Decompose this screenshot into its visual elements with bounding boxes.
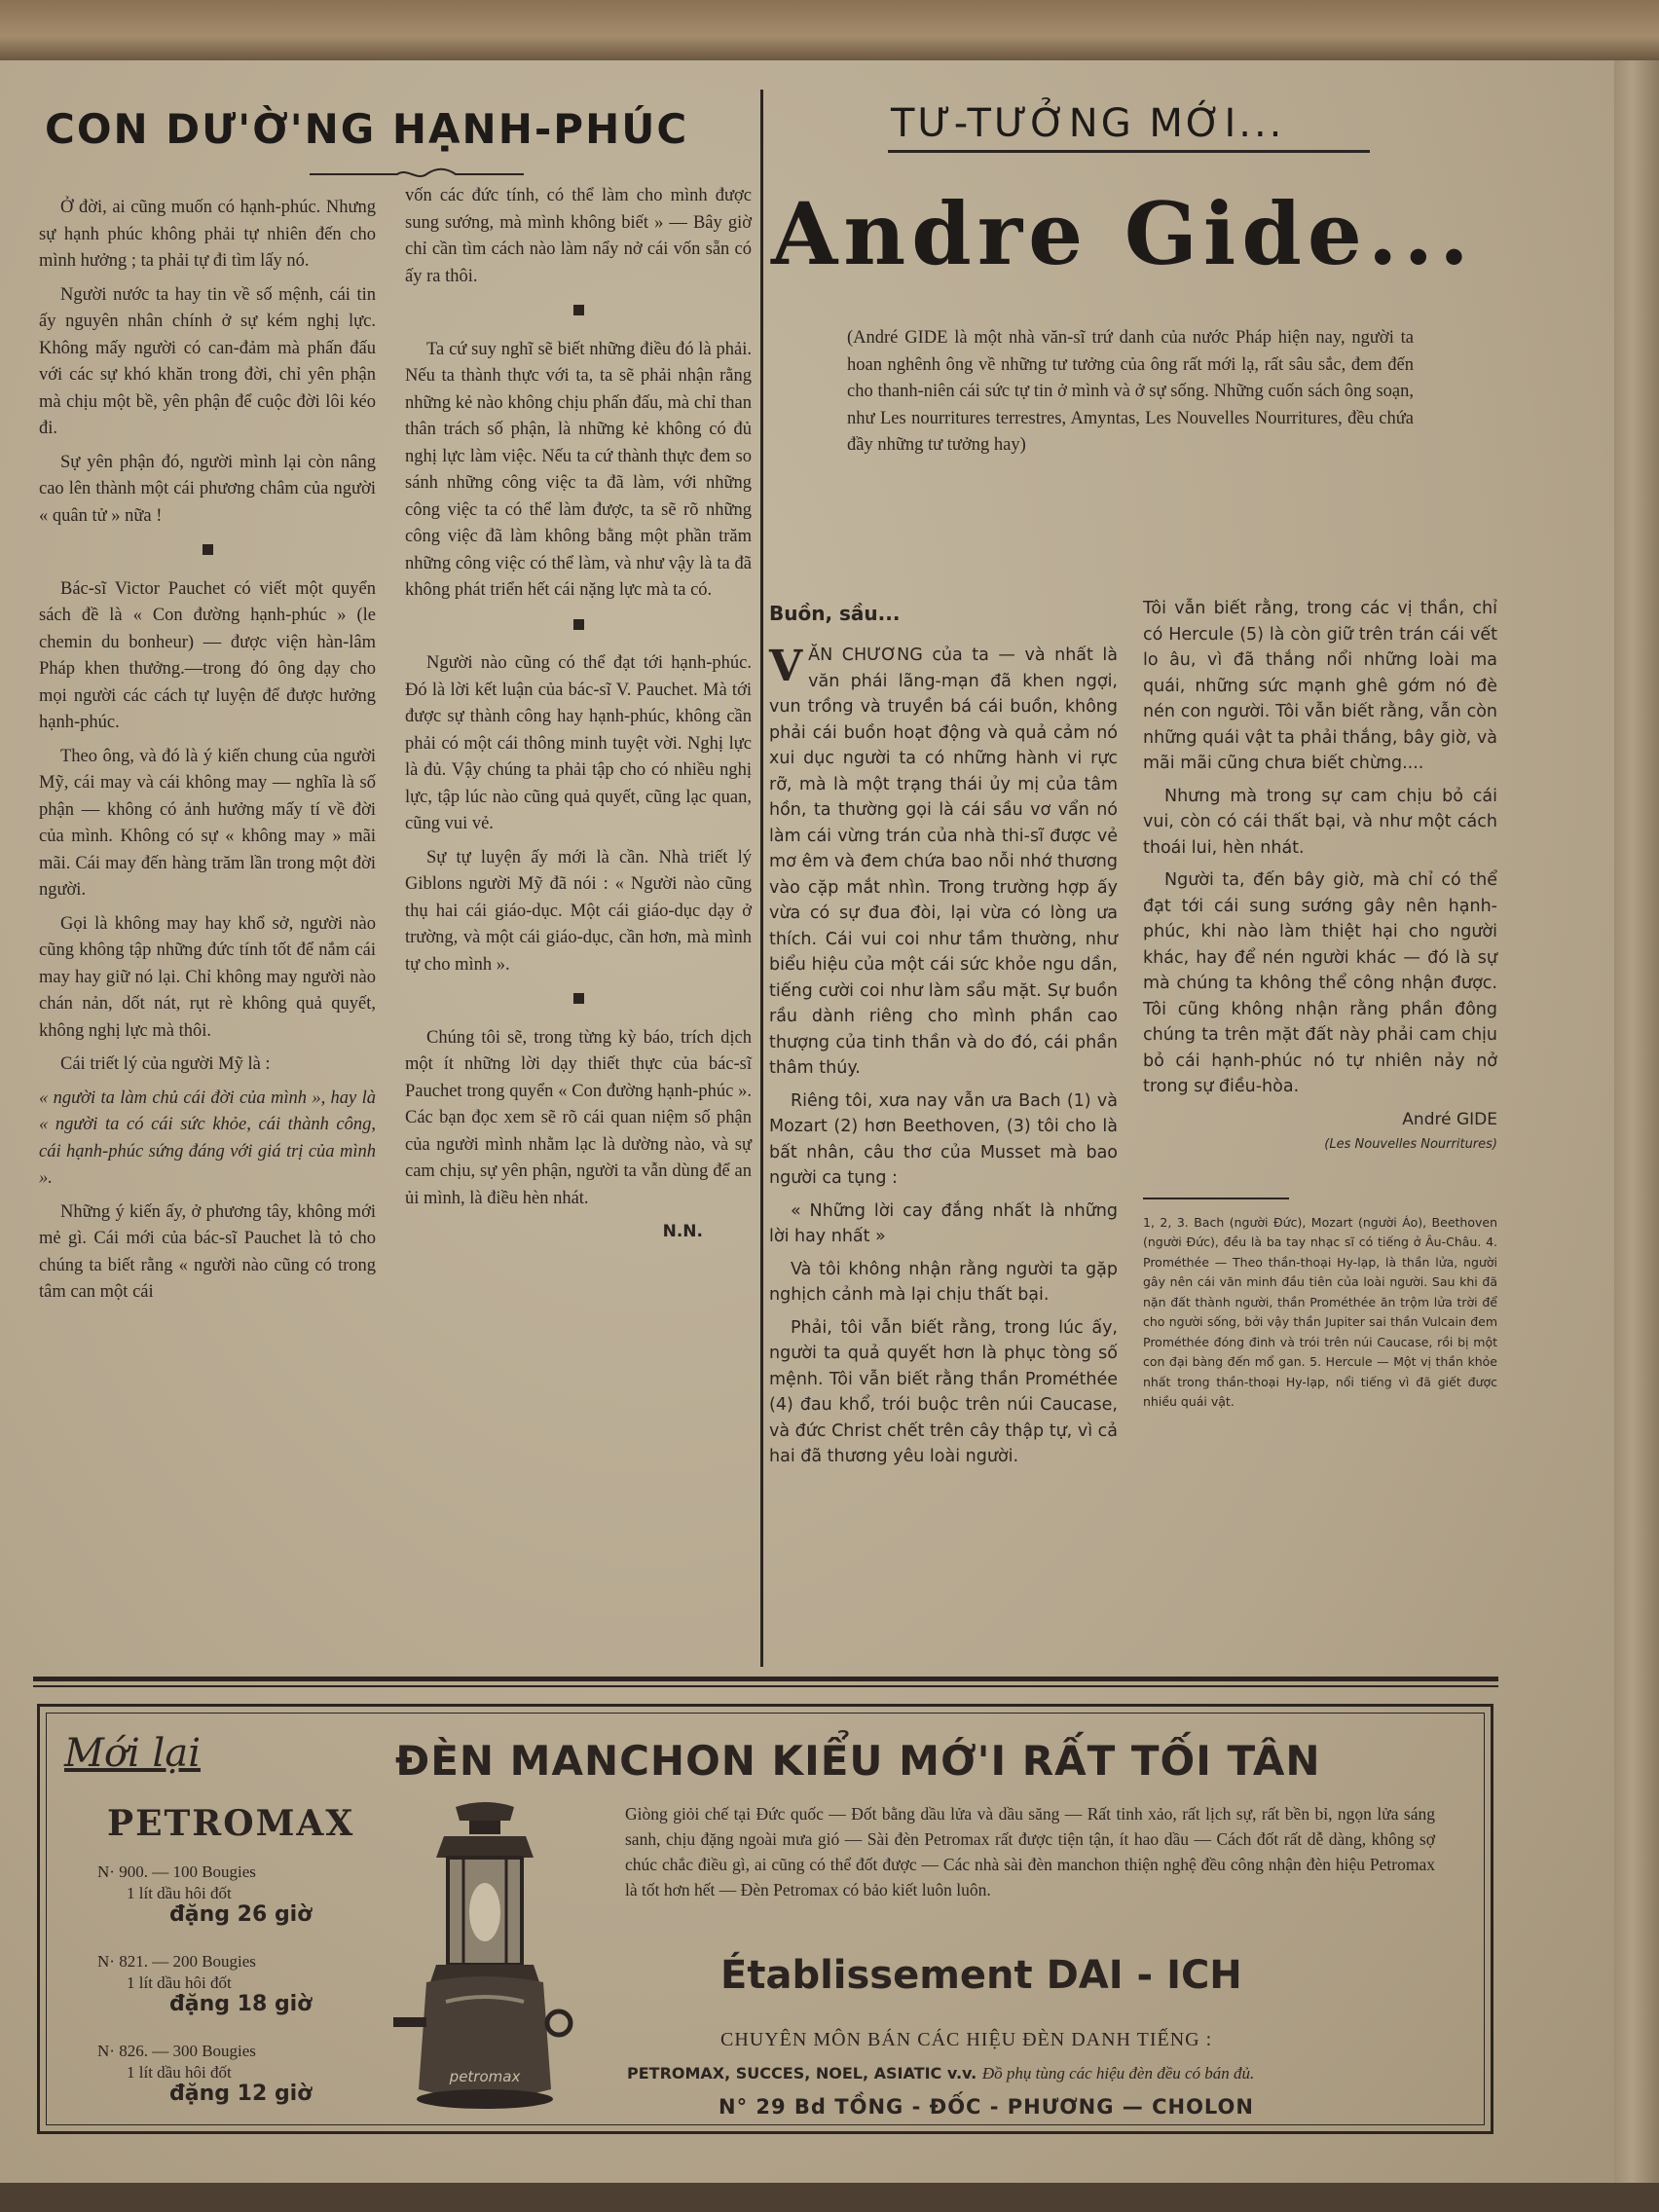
paragraph: VĂN CHƯƠNG của ta — và nhất là văn phái lãng-mạn đã khen ngợi, vun trồng và truyền bá cái buồn, không phải cái buồn hoạt động và quả cảm nó xui dục người ta có những hành vi rực rỡ, mà là một trạng thái ủy mị của tâm hồn, ta thường gọi là cái sầu vơ vẩn nó làm cái vừng trán của nhà thi-sĩ được vẻ mơ êm và đem chứa bao nỗi nhớ thương vào cặp mắt nhìn. Trong trường hợp ấy vừa có sự đua đòi, lại vừa có lòng ưa thích. Cái vui coi như tầm thường, như biểu hiệu của một cái sức khỏe ngu dần, tiếng cười coi như làm sẩu mặt. Sự buồn rầu dành riêng cho mình phần cao thượng của tinh thần và do đó, cái phần thâm thúy.	[769, 642, 1118, 1078]
right-article-column-1	[769, 643, 1118, 1477]
paragraph: Những ý kiến ấy, ở phương tây, không mới mẻ gì. Cái mới của bác-sĩ Pauchet là tỏ cho chúng ta biết rằng « người nào cũng có trong tâm can một cái	[39, 1201, 376, 1302]
paragraph: Bác-sĩ Victor Pauchet có viết một quyển sách đề là « Con đường hạnh-phúc » (le chemin du bonheur) — được viện hàn-lâm Pháp khen thưởng.—trong đó ông dạy cho mọi người các cách tự luyện để được hưởng hạnh-phúc.	[39, 578, 376, 732]
ad-brand: PETROMAX	[107, 1803, 355, 1844]
section-bullet	[405, 612, 752, 640]
paragraph: Người nước ta hay tin về số mệnh, cái tin ấy nguyên nhân chính ở sự kém nghị lực. Không mấy người có can-đảm mà phấn đấu với các sự khó khăn trong đời, chỉ yên phận mà chịu một bề, yên phận để cuộc đời lôi kéo đi.	[39, 284, 376, 438]
ad-address: N° 29 Bd TỒNG - ĐỐC - PHƯƠNG — CHOLON	[719, 2095, 1254, 2119]
footnote-rule	[1143, 1198, 1289, 1199]
left-article-headline: CON DƯ'Ờ'NG HẠNH-PHÚC	[45, 105, 689, 153]
paragraph: Chúng tôi sẽ, trong từng kỳ báo, trích dịch một ít những lời dạy thiết thực của bác-sĩ Pauchet trong quyển « Con đường hạnh-phúc ». Các bạn đọc xem sẽ rõ cái quan niệm số phận của người mình nhằm lạc là dường nào, và sự cam chịu, sự yên phận, người ta vẫn dùng để an ủi mình, là điều hèn nhát.	[405, 1027, 752, 1208]
right-article-column-2	[1143, 596, 1497, 1413]
paragraph: Tôi vẫn biết rằng, trong các vị thần, chỉ có Hercule (5) là còn giữ trên trán cái vết lo âu, vì đã thắng nổi những loài ma quái, những sức mạnh ghê gớm nó đè nén con người. Tôi vẫn biết rằng, vẫn còn những quái vật ta phải thắng, bây giờ, và mãi mãi cũng chưa biết chừng....	[1143, 599, 1497, 773]
paragraph: Nhưng mà trong sự cam chịu bỏ cái vui, còn có cái thất bại, và như một cách thoái lui, hèn nhát.	[1143, 786, 1497, 858]
lamp-label: petromax	[449, 2068, 521, 2085]
ad-model: N· 821. — 200 Bougies 1 lít dầu hôi đốt đặng 18 giờ	[97, 1952, 313, 2016]
footnotes: 1, 2, 3. Bach (người Đức), Mozart (người Áo), Beethoven (người Đức), đều là ba tay nhạc sĩ có tiếng ở Âu-Châu. 4. Prométhée — Theo thần-thoại Hy-lạp, là thần lửa, người gây nên cái văn minh đầu tiên của loài người. Sau khi đã nặn đất thành người, thần Prométhée ăn trộm lửa trời để cho người sống, bởi vậy thần Jupiter sai thần Vulcain đem Prométhée đóng đinh và trói trên núi Caucase, rồi bị một con đại bàng đến mổ gan. 5. Hercule — Một vị thần khỏe nhất trong thần-thoại Hy-lạp, nổi tiếng vì đã giết được nhiều quái vật.	[1143, 1214, 1497, 1409]
right-article-signature: André GIDE	[1402, 1109, 1497, 1129]
left-article-signature: N.N.	[662, 1222, 703, 1241]
ad-model: N· 826. — 300 Bougies 1 lít dầu hôi đốt đặng 12 giờ	[97, 2042, 313, 2106]
paragraph: Ta cứ suy nghĩ sẽ biết những điều đó là phải. Nếu ta thành thực với ta, ta sẽ phải nhận rằng những kẻ nào không chịu phấn đấu, mà chỉ than thân trách số phận, là những kẻ không có đủ nghị lực làm việc. Nếu ta cứ thành thực đem so sánh những công việc ta đã làm, với những công việc ta có thể làm được, ta sẽ rõ những công việc đã làm không bằng một phần trăm những công việc có thể làm, và như vậy là ta đã không phát triển hết cái nặng lực mà ta có.	[405, 339, 752, 600]
paragraph: Phải, tôi vẫn biết rằng, trong lúc ấy, người ta quả quyết hơn là phục tòng số mệnh. Tôi vẫn biết rằng thần Prométhée (4) đau khổ, trói buộc trên núi Caucase, và đức Christ chết trên cây thập tự, vì cả hai đã thương yêu loài người.	[769, 1317, 1118, 1466]
paragraph: Người nào cũng có thể đạt tới hạnh-phúc. Đó là lời kết luận của bác-sĩ V. Pauchet. Mà tới được sự thành công hay hạnh-phúc, không cần phải có một cái thông minh tuyệt vời. Nghị lực là đủ. Vậy chúng ta phải tập cho có nhiều nghị lực, tập lúc nào cũng quả quyết, cũng lạc quan, cũng vui vẻ.	[405, 653, 752, 833]
petromax-lamp-illustration	[387, 1797, 582, 2119]
left-article-column-2	[405, 183, 752, 1246]
section-bullet	[405, 298, 752, 325]
section-bullet	[405, 986, 752, 1014]
section-bullet	[39, 537, 376, 565]
right-article-subhead: Buồn, sầu...	[769, 602, 901, 625]
ad-specialty: CHUYÊN MÔN BÁN CÁC HIỆU ĐÈN DANH TIẾNG :	[720, 2029, 1213, 2050]
paragraph: Người ta, đến bây giờ, mà chỉ có thể đạt tới cái sung sướng gây nên hạnh-phúc, khi nào làm thiệt hại cho người khác, hay để nén người khác — đó là sự mà chúng ta không thể công nhận được. Tôi cũng không nhận rằng phần đông chúng ta trên mặt đất này phải cam chịu bỏ cái hạnh-phúc nó tự nhiên nảy nở trong sự điều-hòa.	[1143, 870, 1497, 1096]
left-article-column-1	[39, 195, 376, 1313]
column-divider	[760, 90, 763, 1667]
paragraph: Sự tự luyện ấy mới là cần. Nhà triết lý Giblons người Mỹ đã nói : « Người nào cũng thụ hai cái giáo-dục. Một cái giáo-dục dạy ở trường, và một cái giáo-dục, cần hơn, mà mình tự cho mình ».	[405, 847, 752, 975]
headline-ornament	[310, 167, 524, 181]
quote: « người ta làm chủ cái đời của mình », hay là « người ta có cái sức khỏe, cái thành công, cái hạnh-phúc sứng đáng với giá trị của mình ».	[39, 1088, 376, 1188]
paragraph: Theo ông, và đó là ý kiến chung của người Mỹ, cái may và cái không may — nghĩa là số phận — không có ảnh hưởng mấy tí về đời của mình. Không có sự « không may » mãi mãi. Cái may đến hàng trăm lần trong một đời người.	[39, 746, 376, 900]
book-top-edge	[0, 0, 1659, 60]
right-article-title: Andre Gide...	[771, 183, 1475, 284]
signature-source: (Les Nouvelles Nourritures)	[1324, 1137, 1497, 1152]
paragraph: Gọi là không may hay khổ sở, người nào cũng không tập những đức tính tốt để nắm cái may hay giữ nó lại. Chỉ không may người nào chán nản, dốt nát, rụt rè không quả quyết, không nghị lực mà thôi.	[39, 913, 376, 1041]
book-bottom-edge	[0, 2183, 1659, 2212]
paragraph: vốn các đức tính, có thể làm cho mình được sung sướng, mà mình không biết » — Bây giờ chỉ cần tìm cách nào làm nẩy nở cái vốn sẵn có ấy ra thôi.	[405, 186, 752, 286]
paragraph: Sự yên phận đó, người mình lại còn nâng cao lên thành một cái phương châm của người « quân tử » nữa !	[39, 452, 376, 526]
section-rule	[33, 1677, 1498, 1681]
paragraph: Riêng tôi, xưa nay vẫn ưa Bach (1) và Mozart (2) hơn Beethoven, (3) tôi cho là bất nhân, câu thơ của Musset mà bao người ca tụng :	[769, 1090, 1118, 1188]
ad-establishment: Établissement DAI - ICH	[720, 1953, 1242, 1998]
ad-title: ĐÈN MANCHON KIỂU MỚ'I RẤT TỐI TÂN	[395, 1737, 1321, 1785]
ad-model: N· 900. — 100 Bougies 1 lít dầu hôi đốt đặng 26 giờ	[97, 1862, 313, 1927]
paragraph: Ở đời, ai cũng muốn có hạnh-phúc. Nhưng sự hạnh phúc không phải tự nhiên đến cho mình hưởng ; ta phải tự đi tìm lấy nó.	[39, 198, 376, 271]
ad-description: Giòng giỏi chế tại Đức quốc — Đốt bằng dầu lửa và dầu săng — Rất tinh xảo, rất lịch sự, rất bền bỉ, ngọn lửa sáng sanh, chịu đặng ngoài mưa gió — Sài đèn Petromax rất được tiện tận, ít hao dầu — Cách đốt rất dễ dàng, không sợ chúc chắc điều gì, ai cũng có thể đốt được — Các nhà sài đèn manchon thiện nghệ đều công nhận đèn hiệu Petromax là tốt hơn hết — Đèn Petromax có bảo kiết luôn luôn.	[625, 1804, 1435, 1899]
kicker-underline	[888, 150, 1370, 153]
right-article-intro: (André GIDE là một nhà văn-sĩ trứ danh của nước Pháp hiện nay, người ta hoan nghênh ông về những tư tưởng của ông rất mới lạ, rất sâu sắc, đem đến cho thanh-niên cái sức tự tin ở mình và ở sự sống. Những cuốn sách ông soạn, như Les nourritures terrestres, Amyntas, Les Nouvelles Nourritures, đều chứa đầy những tư tưởng hay)	[847, 328, 1414, 455]
drop-cap: V	[769, 642, 803, 691]
page-fold	[1614, 60, 1659, 2183]
section-rule-thin	[33, 1685, 1498, 1687]
quote: « Những lời cay đắng nhất là những lời hay nhất »	[769, 1200, 1118, 1246]
ad-tagline: Mới lại	[64, 1731, 201, 1776]
paragraph: Cái triết lý của người Mỹ là :	[60, 1054, 271, 1074]
ad-brands: PETROMAX, SUCCES, NOEL, ASIATIC v.v. Đồ phụ tùng các hiệu đèn đều có bán đủ.	[627, 2064, 1255, 2083]
right-article-kicker: TƯ-TƯỞNG MỚI...	[891, 101, 1285, 146]
paragraph: Và tôi không nhận rằng người ta gặp nghịch cảnh mà lại chịu thất bại.	[769, 1259, 1118, 1305]
